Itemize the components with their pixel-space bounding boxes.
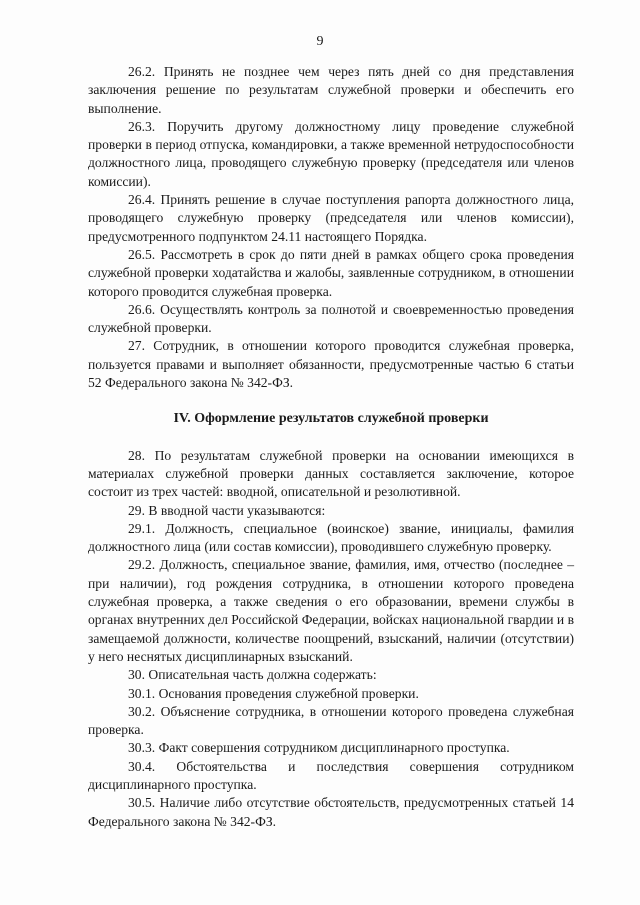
paragraph-26-2: 26.2. Принять не позднее чем через пять дней со дня представления заключения решение по результатам служебной проверки и обеспечить его выполнение. [88,64,574,116]
paragraph-27: 27. Сотрудник, в отношении которого проводится служебная проверка, пользуется правами и выполняет обязанности, предусмотренные частью 6 статьи 52 Федерального закона № 342-ФЗ. [88,338,574,391]
section-heading: IV. Оформление результатов служебной проверки [173,411,489,427]
paragraph-30: 30. Описательная часть должна содержать: [128,667,377,683]
paragraph-26-6: 26.6. Осуществлять контроль за полнотой и своевременностью проведения служебной проверки. [88,301,574,336]
page-number: 9 [316,34,324,49]
paragraph-26-5: 26.5. Рассмотреть в срок до пяти дней в рамках общего срока проведения служебной проверки ходатайства и жалобы, заявленные сотрудником, в отношении которого проводится служебная проверка. [88,246,574,299]
paragraph-30-3: 30.3. Факт совершения сотрудником дисциплинарного проступка. [128,740,510,756]
document-body [88,63,574,831]
paragraph-30-2: 30.2. Объяснение сотрудника, в отношении которого проведена служебная проверка. [88,703,574,738]
paragraph-26-4: 26.4. Принять решение в случае поступления рапорта должностного лица, проводящего служебную проверку (председателя или членов комиссии), предусмотренного подпунктом 24.11 настоящего Порядка. [88,192,574,244]
paragraph-30-4: 30.4. Обстоятельства и последствия совершения сотрудником дисциплинарного проступка. [88,758,574,792]
paragraph-29: 29. В вводной части указываются: [128,502,326,518]
paragraph-30-5: 30.5. Наличие либо отсутствие обстоятельств, предусмотренных статьей 14 Федерального закона № 342-ФЗ. [88,795,574,829]
paragraph-26-3: 26.3. Поручить другому должностному лицу проведение служебной проверки в период отпуска, командировки, а также временной нетрудоспособности должностного лица, проводящего служебную проверку (председателя или членов комиссии). [88,118,574,189]
paragraph-30-1: 30.1. Основания проведения служебной проверки. [128,685,419,701]
paragraph-29-2: 29.2. Должность, специальное звание, фамилия, имя, отчество (последнее – при наличии), год рождения сотрудника, в отношении которого проведена служебная проверка, а также сведения о его образовании, времени службы в органах внутренних дел Российской Федерации, войсках национальной гвардии и в замещаемой должности, количестве поощрений, взысканий, наличии (отсутствии) у него неснятых дисциплинарных взысканий. [88,557,574,664]
paragraph-28: 28. По результатам служебной проверки на основании имеющихся в материалах служебной проверки данных составляется заключение, которое состоит из трех частей: вводной, описательной и резолютивной. [88,447,574,500]
paragraph-29-1: 29.1. Должность, специальное (воинское) звание, инициалы, фамилия должностного лица (или состав комиссии), проводившего служебную проверку. [88,520,574,555]
